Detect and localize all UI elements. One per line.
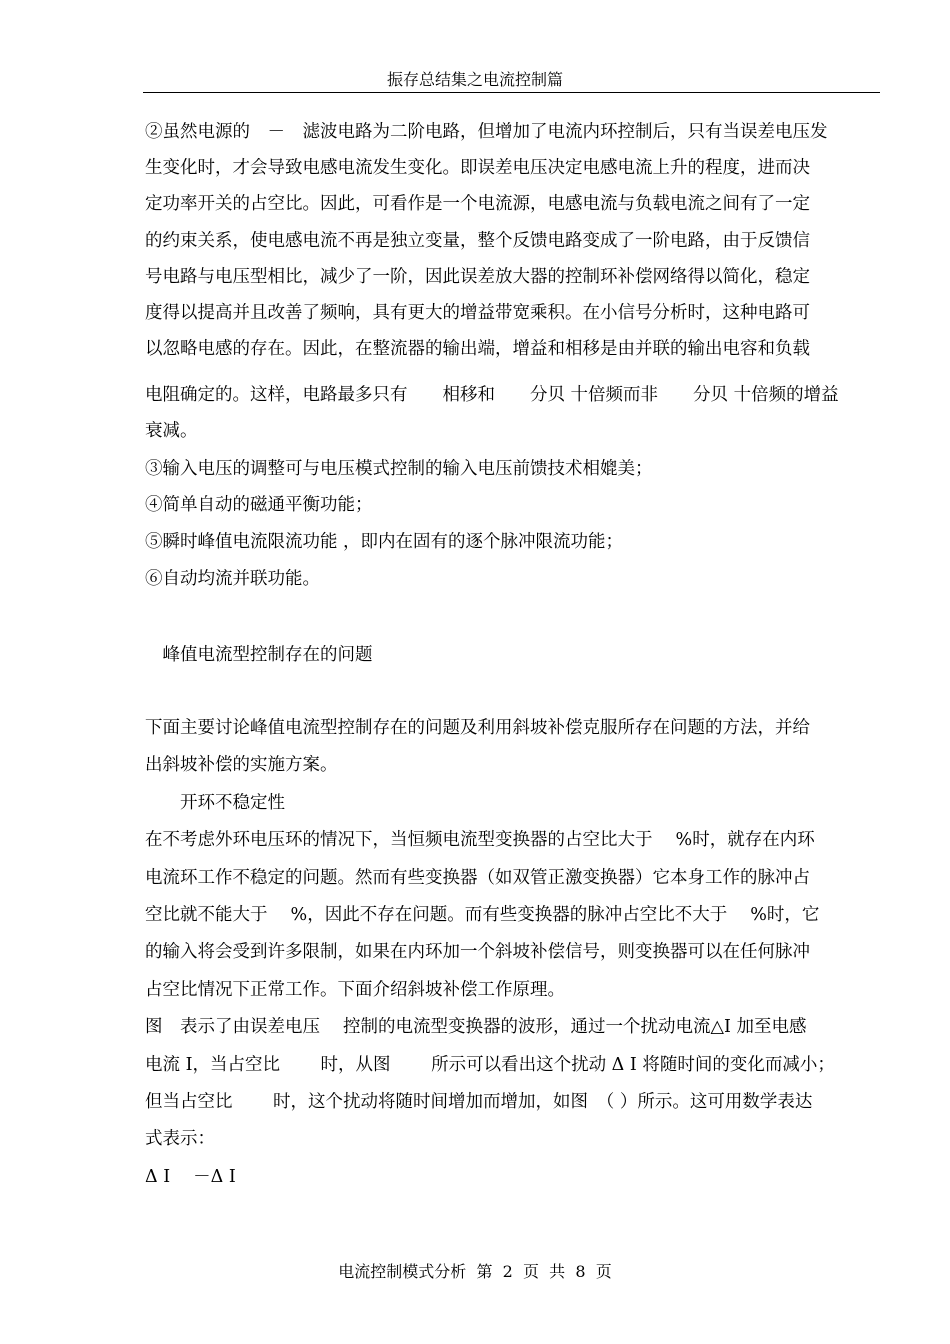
body-line: ④简单自动的磁通平衡功能； xyxy=(145,495,373,515)
body-line: 占空比情况下正常工作。下面介绍斜坡补偿工作原理。 xyxy=(145,980,565,1000)
body-line: 生变化时，才会导致电感电流发生变化。即误差电压决定电感电流上升的程度，进而决 xyxy=(145,158,810,178)
body-line: 下面主要讨论峰值电流型控制存在的问题及利用斜坡补偿克服所存在问题的方法，并给 xyxy=(145,718,810,738)
body-line: 度得以提高并且改善了频响，具有更大的增益带宽乘积。在小信号分析时，这种电路可 xyxy=(145,303,810,323)
formula-line: Δ I －Δ I xyxy=(145,1167,236,1187)
body-line: 定功率开关的占空比。因此，可看作是一个电流源，电感电流与负载电流之间有了一定 xyxy=(145,194,810,214)
body-line: ②虽然电源的 － 滤波电路为二阶电路，但增加了电流内环控制后，只有当误差电压发 xyxy=(145,122,828,142)
body-line: 衰减。 xyxy=(145,421,198,441)
body-line: 在不考虑外环电压环的情况下，当恒频电流型变换器的占空比大于 %时，就存在内环 xyxy=(145,830,815,850)
body-line: 图 表示了由误差电压 控制的电流型变换器的波形，通过一个扰动电流△I 加至电感 xyxy=(145,1017,807,1037)
body-line: ③输入电压的调整可与电压模式控制的输入电压前馈技术相媲美； xyxy=(145,459,653,479)
body-line: ⑤瞬时峰值电流限流功能 ，即内在固有的逐个脉冲限流功能； xyxy=(145,532,624,552)
body-line: 以忽略电感的存在。因此，在整流器的输出端，增益和相移是由并联的输出电容和负载 xyxy=(145,339,810,359)
body-line: ⑥自动均流并联功能。 xyxy=(145,569,320,589)
body-line: 出斜坡补偿的实施方案。 xyxy=(145,755,338,775)
body-line: 的输入将会受到许多限制，如果在内环加一个斜坡补偿信号，则变换器可以在任何脉冲 xyxy=(145,942,810,962)
body-line: 电流环工作不稳定的问题。然而有些变换器（如双管正激变换器）它本身工作的脉冲占 xyxy=(145,868,810,888)
page-footer: 电流控制模式分析 第 2 页 共 8 页 xyxy=(338,1262,612,1281)
body-line: 电阻确定的。这样，电路最多只有 相移和 分贝 十倍频而非 分贝 十倍频的增益 xyxy=(145,385,839,405)
body-line: 号电路与电压型相比，减少了一阶，因此误差放大器的控制环补偿网络得以简化，稳定 xyxy=(145,267,810,287)
header-divider xyxy=(143,92,880,93)
body-line: 但当占空比 时，这个扰动将随时间增加而增加，如图 （ ）所示。这可用数学表达 xyxy=(145,1092,813,1112)
page-header-title: 振存总结集之电流控制篇 xyxy=(386,70,563,89)
body-line: 电流 I，当占空比 时，从图 所示可以看出这个扰动 Δ I 将随时间的变化而减小； xyxy=(145,1055,835,1075)
subsection-heading: 开环不稳定性 xyxy=(145,793,285,813)
body-line: 的约束关系，使电感电流不再是独立变量，整个反馈电路变成了一阶电路，由于反馈信 xyxy=(145,231,810,251)
section-heading: 峰值电流型控制存在的问题 xyxy=(145,645,373,665)
body-line: 空比就不能大于 %，因此不存在问题。而有些变换器的脉冲占空比不大于 %时，它 xyxy=(145,905,820,925)
body-line: 式表示： xyxy=(145,1129,215,1149)
